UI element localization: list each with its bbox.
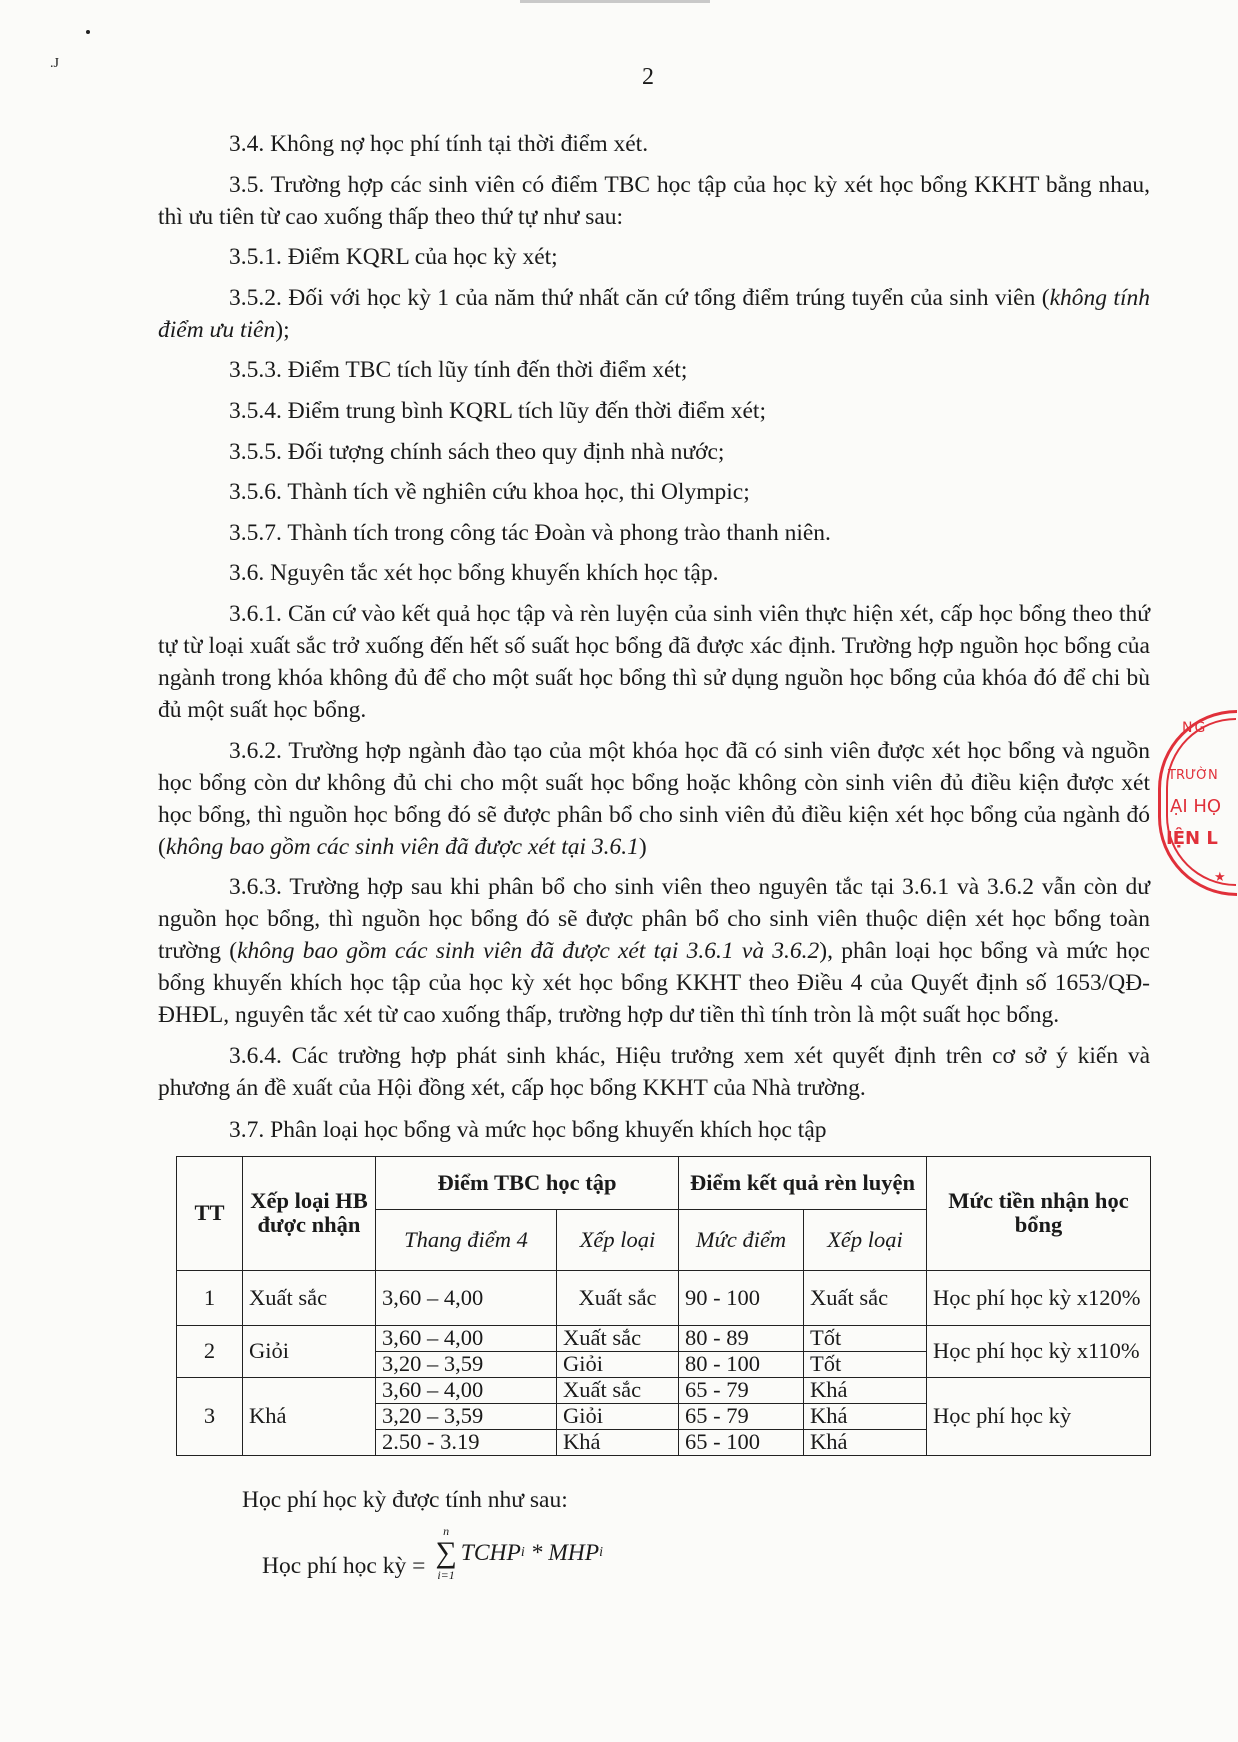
- operator: *: [524, 1539, 549, 1566]
- sum-lower: i=1: [437, 1567, 455, 1582]
- cell-thang: 2.50 - 3.19: [376, 1429, 557, 1455]
- text: 3.5.2. Đối với học kỳ 1 của năm thứ nhất căn cứ tổng điểm trúng tuyển của sinh viên (: [229, 284, 1050, 311]
- italic-text: không tính điểm ưu tiên: [158, 284, 1150, 343]
- sub: i: [520, 1544, 525, 1560]
- term: TCHP: [460, 1539, 521, 1566]
- header-muc-diem: Mức điểm: [679, 1209, 804, 1270]
- header-xep-loai-rl: Xếp loại: [804, 1209, 927, 1270]
- cell-diem: 65 - 79: [679, 1403, 804, 1429]
- cell-muc-tien: Học phí học kỳ x120%: [927, 1270, 1151, 1325]
- header-diem-kqrl: Điểm kết quả rèn luyện: [679, 1156, 927, 1209]
- para-3-5-6: 3.5.6. Thành tích về nghiên cứu khoa học, thi Olympic;: [229, 479, 750, 506]
- stamp-top-text: NG: [1182, 720, 1208, 736]
- scholarship-table: [176, 1156, 1151, 1456]
- sigma: ∑: [435, 1535, 457, 1569]
- cell-rl: Tốt: [804, 1325, 927, 1351]
- cell-thang: 3,60 – 4,00: [376, 1270, 557, 1325]
- para-3-5-7: 3.5.7. Thành tích trong công tác Đoàn và phong trào thanh niên.: [229, 519, 831, 546]
- cell-xl: Xuất sắc: [557, 1270, 679, 1325]
- cell-xl: Xuất sắc: [557, 1325, 679, 1351]
- cell-tt: 2: [177, 1325, 243, 1377]
- cell-muc-tien: Học phí học kỳ x110%: [927, 1325, 1151, 1377]
- para-3-6-1: 3.6.1. Căn cứ vào kết quả học tập và rèn luyện của sinh viên thực hiện xét, cấp học bổng theo thứ tự từ loại xuất sắc trở xuống đến hết số suất học bổng đã được xác định. Trường hợp nguồn học bổng của ngành trong khóa không đủ để cho một suất học bổng thì sử dụng nguồn học bổng của khóa đó để chi bù đủ một suất học bổng.: [158, 600, 1150, 723]
- table-row: [177, 1270, 1151, 1325]
- cell-xl: Giỏi: [557, 1403, 679, 1429]
- cell-rl: Tốt: [804, 1351, 927, 1377]
- sum-upper: n: [443, 1523, 450, 1538]
- cell-loai: Xuất sắc: [243, 1270, 376, 1325]
- italic-text: không bao gồm các sinh viên đã được xét tại 3.6.1 và 3.6.2: [237, 938, 820, 965]
- para-3-5-5: 3.5.5. Đối tượng chính sách theo quy định nhà nước;: [229, 438, 725, 465]
- cell-rl: Khá: [804, 1429, 927, 1455]
- header-thang-diem: Thang điểm 4: [376, 1209, 557, 1270]
- cell-thang: 3,60 – 4,00: [376, 1377, 557, 1403]
- cell-thang: 3,20 – 3,59: [376, 1403, 557, 1429]
- para-3-5-4: 3.5.4. Điểm trung bình KQRL tích lũy đến thời điểm xét;: [229, 397, 766, 424]
- para-3-6: 3.6. Nguyên tắc xét học bổng khuyến khích học tập.: [229, 560, 719, 587]
- header-xep-loai-hb: Xếp loại HB được nhận: [243, 1156, 376, 1270]
- cell-diem: 80 - 89: [679, 1325, 804, 1351]
- text: 3.6.2. Trường hợp ngành đào tạo của một khóa học đã có sinh viên được xét học bổng và nguồn học bổng còn dư không đủ chi cho một suất học bổng hoặc không còn sinh viên đủ điều kiện được xét học bổng, thì nguồn học bổng đó sẽ được phân bổ cho sinh viên đủ điều kiện xét học bổng của ngành đó (: [158, 737, 1150, 860]
- cell-thang: 3,60 – 4,00: [376, 1325, 557, 1351]
- cell-tt: 1: [177, 1270, 243, 1325]
- cell-diem: 65 - 79: [679, 1377, 804, 1403]
- stamp-line3: IỆN L: [1166, 828, 1218, 849]
- stamp-star-icon: ★: [1214, 870, 1226, 885]
- para-3-5-3: 3.5.3. Điểm TBC tích lũy tính đến thời điểm xét;: [229, 357, 688, 384]
- cell-xl: Giỏi: [557, 1351, 679, 1377]
- header-xep-loai-tbc: Xếp loại: [557, 1209, 679, 1270]
- cell-loai: Khá: [243, 1377, 376, 1455]
- cell-thang: 3,20 – 3,59: [376, 1351, 557, 1377]
- red-stamp: [1158, 700, 1238, 890]
- scan-dot: [86, 30, 90, 34]
- stamp-line1: TRƯỜN: [1168, 768, 1218, 783]
- text: ), phân loại học bổng và mức học bổng khuyến khích học tập của học kỳ xét học bổng KKHT theo Điều 4 của Quyết định số 1653/QĐ-ĐHĐL, nguyên tắc xét từ cao xuống thấp, trường hợp dư tiền thì tính tròn là một suất học bổng.: [158, 938, 1150, 1029]
- cell-tt: 3: [177, 1377, 243, 1455]
- formula-numerator: [435, 1524, 603, 1582]
- sum-symbol: [435, 1524, 456, 1582]
- cell-xl: Khá: [557, 1429, 679, 1455]
- cell-diem: 90 - 100: [679, 1270, 804, 1325]
- para-3-6-3: [158, 871, 1150, 1031]
- para-3-5: 3.5. Trường hợp các sinh viên có điểm TBC học tập của học kỳ xét học bổng KKHT bằng nhau, thì ưu tiên từ cao xuống thấp theo thứ tự như sau:: [158, 171, 1150, 230]
- page-number: 2: [642, 64, 654, 90]
- formula: [262, 1524, 1150, 1582]
- cell-muc-tien: Học phí học kỳ: [927, 1377, 1151, 1455]
- italic-text: không bao gồm các sinh viên đã được xét tại 3.6.1: [165, 833, 639, 860]
- margin-mark: .J: [50, 56, 59, 71]
- table-row: [177, 1325, 1151, 1351]
- stamp-line2: ẠI HỌ: [1170, 796, 1222, 817]
- formula-lhs: Học phí học kỳ =: [262, 1552, 426, 1579]
- table-title: 3.7. Phân loại học bổng và mức học bổng khuyến khích học tập: [229, 1116, 827, 1143]
- scan-mark-top: [520, 0, 710, 3]
- cell-rl: Xuất sắc: [804, 1270, 927, 1325]
- cell-rl: Khá: [804, 1403, 927, 1429]
- cell-loai: Giỏi: [243, 1325, 376, 1377]
- table-row: [177, 1377, 1151, 1403]
- text: );: [275, 316, 290, 343]
- header-diem-tbc: Điểm TBC học tập: [376, 1156, 679, 1209]
- cell-rl: Khá: [804, 1377, 927, 1403]
- cell-diem: 80 - 100: [679, 1351, 804, 1377]
- cell-xl: Xuất sắc: [557, 1377, 679, 1403]
- para-3-6-2: [158, 735, 1150, 863]
- cell-diem: 65 - 100: [679, 1429, 804, 1455]
- para-3-5-1: 3.5.1. Điểm KQRL của học kỳ xét;: [229, 244, 558, 271]
- para-3-4: 3.4. Không nợ học phí tính tại thời điểm xét.: [229, 131, 649, 157]
- body-text: [158, 128, 1150, 1582]
- text: 3.6.3. Trường hợp sau khi phân bổ cho sinh viên theo nguyên tắc tại 3.6.1 và 3.6.2 vẫn còn dư nguồn học bổng, thì nguồn học bổng đó sẽ được phân bổ cho sinh viên thuộc diện xét học bổng toàn trường (: [158, 874, 1150, 965]
- formula-intro: Học phí học kỳ được tính như sau:: [242, 1486, 568, 1513]
- para-3-6-4: 3.6.4. Các trường hợp phát sinh khác, Hiệu trưởng xem xét quyết định trên cơ sở ý kiến và phương án đề xuất của Hội đồng xét, cấp học bổng KKHT của Nhà trường.: [158, 1042, 1150, 1101]
- para-3-5-2: [158, 282, 1150, 346]
- sub: i: [599, 1544, 604, 1560]
- header-tt: TT: [177, 1156, 243, 1270]
- header-muc-tien: Mức tiền nhận học bổng: [927, 1156, 1151, 1270]
- text: ): [638, 833, 647, 860]
- term: MHP: [548, 1539, 600, 1566]
